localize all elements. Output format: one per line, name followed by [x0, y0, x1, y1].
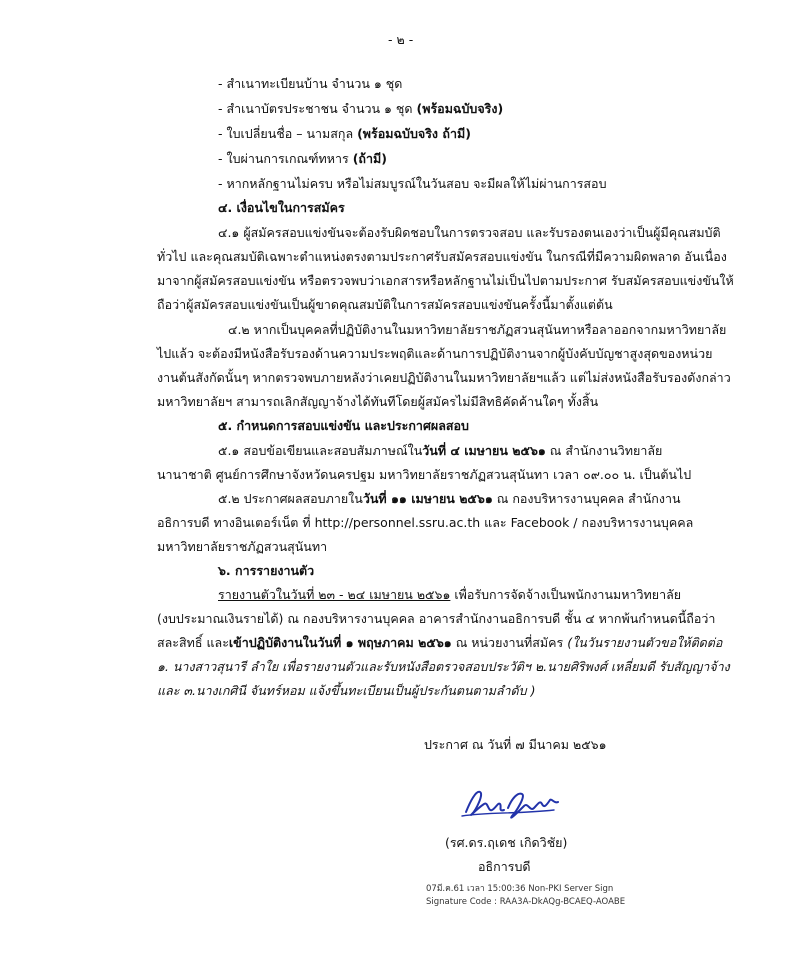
signature-code: Signature Code : RAA3A-DkAQg-BCAEQ-AOABE [426, 897, 626, 907]
doc-item-military: - ใบผ่านการเกณฑ์ทหาร (ถ้ามี) [218, 151, 387, 166]
doc-item-house-registration: - สำเนาทะเบียนบ้าน จำนวน ๑ ชุด [218, 76, 403, 91]
section-5-2-line-1: ๕.๒ ประกาศผลสอบภายในวันที่ ๑๑ เมษายน ๒๕๖๑ ณ กองบริหารงานบุคคล สำนักงาน [218, 491, 681, 506]
section-6-line-4: ๑. นางสาวสุนารี ลำใย เพื่อรายงานตัวและรับหนังสือตรวจสอบประวัติฯ ๒.นายศิริพงศ์ เหลี่ยมดี รับสัญญาจ้าง [157, 659, 730, 674]
section-4-2-line-3: งานต้นสังกัดนั้นๆ หากตรวจพบภายหลังว่าเคยปฏิบัติงานในมหาวิทยาลัยฯแล้ว แต่ไม่ส่งหนังสือรับรองดังกล่าว [157, 370, 731, 385]
section-4-2-line-2: ไปแล้ว จะต้องมีหนังสือรับรองด้านความประพฤติและด้านการปฏิบัติงานจากผู้บังคับบัญชาสูงสุดของหน่วย [157, 346, 713, 361]
doc-item-name-change: - ใบเปลี่ยนชื่อ – นามสกุล (พร้อมฉบับจริง ถ้ามี) [218, 126, 471, 141]
section-4-1-line-2: ทั่วไป และคุณสมบัติเฉพาะตำแหน่งตรงตามประกาศรับสมัครสอบแข่งขัน ในกรณีที่มีความผิดพลาด อันเนื่อง [157, 249, 727, 264]
section-6-heading: ๖. การรายงานตัว [218, 563, 315, 578]
section-5-2-line-3: มหาวิทยาลัยราชภัฏสวนสุนันทา [157, 539, 328, 554]
section-4-2-line-1: ๔.๒ หากเป็นบุคคลที่ปฏิบัติงานในมหาวิทยาลัยราชภัฏสวนสุนันทาหรือลาออกจากมหาวิทยาลัย [228, 322, 727, 337]
section-4-1-line-1: ๔.๑ ผู้สมัครสอบแข่งขันจะต้องรับผิดชอบในการตรวจสอบ และรับรองตนเองว่าเป็นผู้มีคุณสมบัติ [218, 225, 721, 240]
section-5-1-line-2: นานาชาติ ศูนย์การศึกษาจังหวัดนครปฐม มหาวิทยาลัยราชภัฏสวนสุนันทา เวลา ๐๙.๐๐ น. เป็นต้นไป [157, 467, 692, 482]
section-4-2-line-4: มหาวิทยาลัยฯ สามารถเลิกสัญญาจ้างได้ทันทีโดยผู้สมัครไม่มีสิทธิคัดค้านใดๆ ทั้งสิ้น [157, 394, 599, 409]
announcement-date: ประกาศ ณ วันที่ ๗ มีนาคม ๒๕๖๑ [424, 737, 607, 752]
section-4-heading: ๔. เงื่อนไขในการสมัคร [218, 200, 345, 215]
section-6-line-2: (งบประมาณเงินรายได้) ณ กองบริหารงานบุคคล อาคารสำนักงานอธิการบดี ชั้น ๔ หากพ้นกำหนดนี้ถือว่า [157, 611, 716, 626]
signer-title: อธิการบดี [478, 859, 531, 874]
section-6-line-3: สละสิทธิ์ และเข้าปฏิบัติงานในวันที่ ๑ พฤษภาคม ๒๕๖๑ ณ หน่วยงานที่สมัคร (ในวันรายงานตัวขอให้ติดต่อ [157, 635, 723, 650]
section-6-line-1: รายงานตัวในวันที่ ๒๓ - ๒๔ เมษายน ๒๕๖๑ เพื่อรับการจัดจ้างเป็นพนักงานมหาวิทยาลัย [218, 587, 682, 602]
doc-item-id-card: - สำเนาบัตรประชาชน จำนวน ๑ ชุด (พร้อมฉบับจริง) [218, 101, 504, 116]
signature-image [458, 782, 568, 826]
section-5-2-line-2: อธิการบดี ทางอินเตอร์เน็ต ที่ http://personnel.ssru.ac.th และ Facebook / กองบริหารงานบุคคล [157, 515, 694, 530]
section-5-1-line-1: ๕.๑ สอบข้อเขียนและสอบสัมภาษณ์ในวันที่ ๔ เมษายน ๒๕๖๑ ณ สำนักงานวิทยาลัย [218, 443, 663, 458]
section-4-1-line-3: มาจากผู้สมัครสอบแข่งขัน หรือตรวจพบว่าเอกสารหรือหลักฐานไม่เป็นไปตามประกาศ รับสมัครสอบแข่งขันให้ [157, 273, 734, 288]
doc-item-incomplete-note: - หากหลักฐานไม่ครบ หรือไม่สมบูรณ์ในวันสอบ จะมีผลให้ไม่ผ่านการสอบ [218, 176, 607, 191]
page-number: - ๒ - [388, 32, 414, 47]
section-4-1-line-4: ถือว่าผู้สมัครสอบแข่งขันเป็นผู้ขาดคุณสมบัติในการสมัครสอบแข่งขันครั้งนี้มาตั้งแต่ต้น [157, 297, 613, 312]
electronic-sign-info: 07มี.ค.61 เวลา 15:00:36 Non-PKI Server Sign [426, 884, 614, 894]
signer-name: (รศ.ดร.ฤเดช เกิดวิชัย) [445, 835, 568, 850]
section-6-line-5: และ ๓.นางเกศินี จันทร์หอม แจ้งขึ้นทะเบียนเป็นผู้ประกันตนตามลำดับ ) [157, 683, 536, 698]
section-5-heading: ๕. กำหนดการสอบแข่งขัน และประกาศผลสอบ [218, 418, 469, 433]
